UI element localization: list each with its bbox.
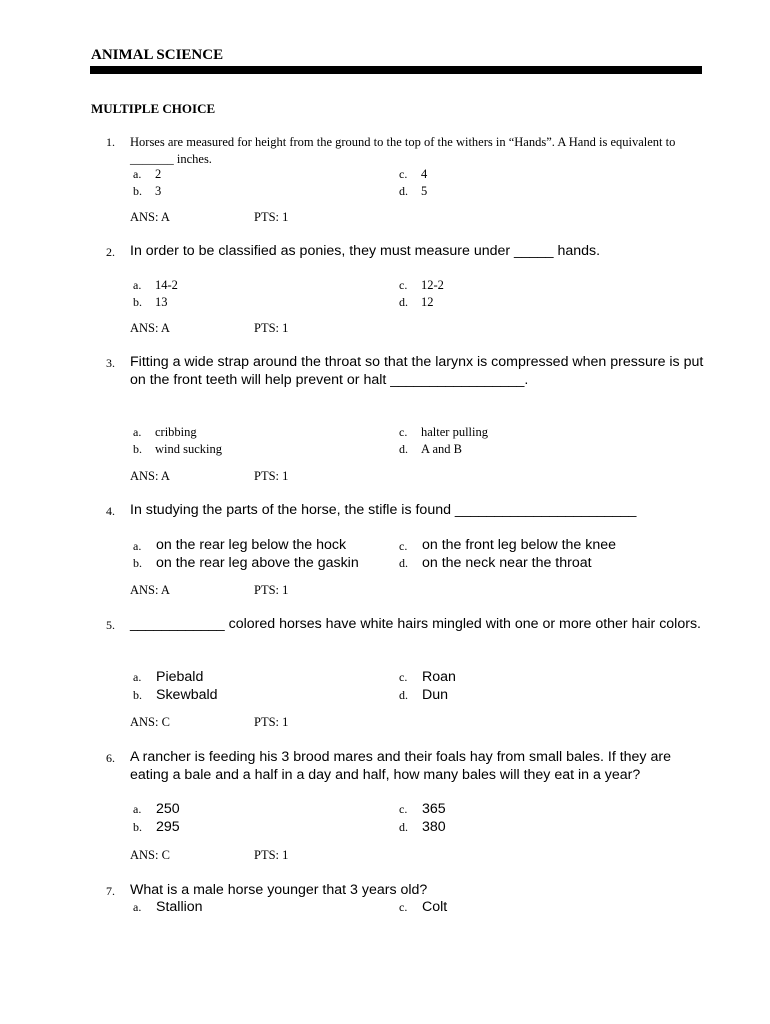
option-letter: d. [399,442,408,456]
option-letter: a. [133,802,142,816]
option-letter: a. [133,167,142,181]
option-text: Skewbald [156,687,218,703]
option-letter: b. [133,442,142,456]
option-text: on the rear leg below the hock [156,537,347,553]
question-text: Horses are measured for height from the ground to the top of the withers in “Hands”. A Hand is equivalent to _______ inches. [130,135,676,166]
question-text: ____________ colored horses have white hairs mingled with one or more other hair colors. [130,616,701,632]
question-text: In studying the parts of the horse, the stifle is found _______________________ [130,502,637,518]
question-text: A rancher is feeding his 3 brood mares and their foals hay from small bales. If they are eating a bale and a half in a day and half, how many bales will they eat in a year? [130,749,671,783]
option-text: 14-2 [155,278,178,292]
option-text: Roan [422,669,456,685]
option-text: on the front leg below the knee [422,537,617,553]
option-letter: a. [133,425,142,439]
option-text: 12-2 [421,278,444,292]
question-number: 4. [106,504,115,518]
question-text: What is a male horse younger that 3 years old? [130,882,428,898]
section-title: MULTIPLE CHOICE [91,101,216,116]
option-text: on the rear leg above the gaskin [156,555,359,571]
question-number: 1. [106,135,115,149]
option-text: 250 [156,801,180,817]
answer-label: ANS: A [130,210,170,224]
option-text: 12 [421,295,434,309]
question-number: 5. [106,618,115,632]
answer-label: ANS: A [130,583,170,597]
option-letter: b. [133,295,142,309]
option-letter: b. [133,556,142,570]
points-label: PTS: 1 [254,583,289,597]
question-number: 7. [106,884,115,898]
question-number: 3. [106,356,115,370]
question-text: Fitting a wide strap around the throat so that the larynx is compressed when pressure is put on the front teeth will help prevent or halt _________________. [130,354,704,388]
option-letter: d. [399,295,408,309]
option-text: 2 [155,167,162,181]
points-label: PTS: 1 [254,469,289,483]
option-letter: d. [399,688,408,702]
option-letter: b. [133,184,142,198]
option-letter: c. [399,900,408,914]
question-number: 2. [106,245,115,259]
option-letter: b. [133,688,142,702]
option-letter: c. [399,802,408,816]
points-label: PTS: 1 [254,210,289,224]
option-text: A and B [421,442,462,456]
option-text: 4 [421,167,428,181]
option-text: 380 [422,819,446,835]
option-text: Stallion [156,899,203,915]
option-letter: c. [399,278,408,292]
option-text: halter pulling [421,425,488,439]
page-title: ANIMAL SCIENCE [91,47,224,63]
option-letter: d. [399,184,408,198]
option-letter: d. [399,820,408,834]
question-text: In order to be classified as ponies, they must measure under _____ hands. [130,243,601,259]
option-letter: c. [399,670,408,684]
points-label: PTS: 1 [254,848,289,862]
option-text: Piebald [156,669,204,685]
title-rule [90,66,702,74]
option-letter: c. [399,539,408,553]
option-text: cribbing [155,425,197,439]
option-text: wind sucking [155,442,223,456]
option-text: 5 [421,184,428,198]
option-letter: a. [133,539,142,553]
option-text: Dun [422,687,449,703]
points-label: PTS: 1 [254,715,289,729]
option-letter: c. [399,425,408,439]
option-text: on the neck near the throat [422,555,592,571]
option-letter: d. [399,556,408,570]
option-letter: a. [133,670,142,684]
option-text: 295 [156,819,180,835]
option-text: Colt [422,899,448,915]
option-text: 3 [155,184,162,198]
answer-label: ANS: A [130,321,170,335]
option-letter: a. [133,278,142,292]
points-label: PTS: 1 [254,321,289,335]
answer-label: ANS: A [130,469,170,483]
option-letter: b. [133,820,142,834]
option-letter: a. [133,900,142,914]
option-text: 365 [422,801,446,817]
question-number: 6. [106,751,115,765]
option-letter: c. [399,167,408,181]
option-text: 13 [155,295,168,309]
answer-label: ANS: C [130,715,170,729]
answer-label: ANS: C [130,848,170,862]
